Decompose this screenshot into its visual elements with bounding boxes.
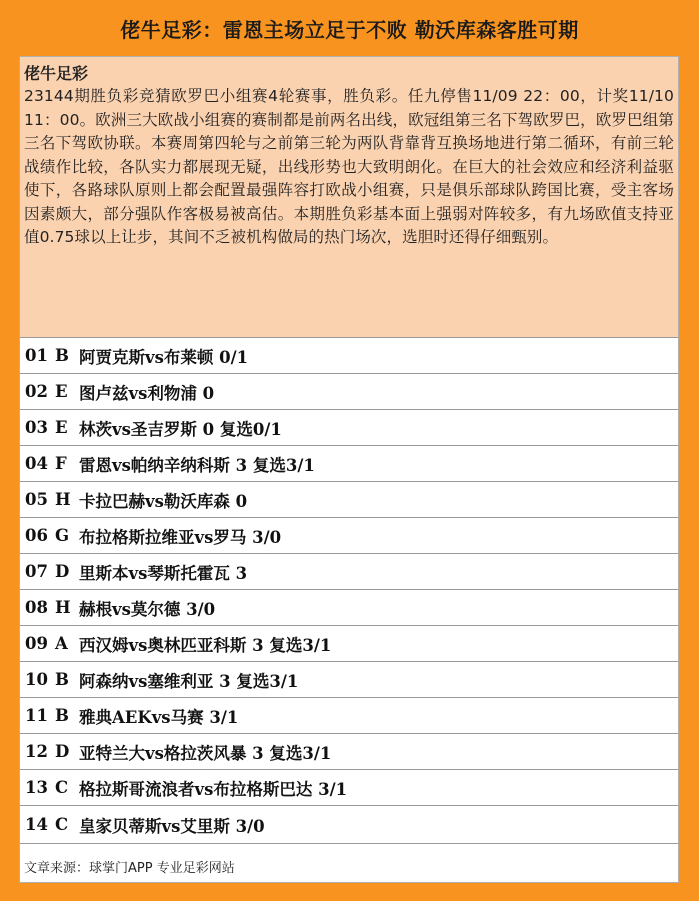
match-group: H: [55, 598, 71, 617]
match-pick: 卡拉巴赫vs勒沃库森 0: [79, 491, 248, 511]
match-number: 06: [25, 526, 48, 545]
match-group: C: [55, 815, 69, 834]
match-pick: 赫根vs莫尔德 3/0: [79, 599, 216, 619]
intro-heading: 佬牛足彩: [24, 64, 89, 83]
match-pick: 林茨vs圣吉罗斯 0 复选0/1: [79, 419, 282, 439]
match-row: [20, 446, 678, 482]
match-pick: 雅典AEKvs马赛 3/1: [79, 707, 239, 727]
intro-section: [20, 57, 678, 338]
match-pick: 布拉格斯拉维亚vs罗马 3/0: [79, 527, 282, 547]
match-pick: 阿森纳vs塞维利亚 3 复选3/1: [79, 671, 299, 691]
article-panel: [19, 56, 679, 883]
match-pick: 图卢兹vs利物浦 0: [79, 383, 215, 403]
match-number: 07: [25, 562, 48, 581]
match-number: 02: [25, 382, 48, 401]
page-title: 佬牛足彩：雷恩主场立足于不败 勒沃库森客胜可期: [120, 17, 579, 42]
match-row: [20, 338, 678, 374]
match-row: [20, 518, 678, 554]
match-row: [20, 590, 678, 626]
match-pick: 格拉斯哥流浪者vs布拉格斯巴达 3/1: [79, 779, 348, 799]
match-number: 08: [25, 598, 48, 617]
match-number: 11: [25, 706, 48, 725]
match-pick: 西汉姆vs奥林匹亚科斯 3 复选3/1: [79, 635, 332, 655]
match-number: 01: [25, 346, 48, 365]
match-group: C: [55, 778, 69, 797]
match-pick: 雷恩vs帕纳辛纳科斯 3 复选3/1: [79, 455, 315, 475]
match-row: [20, 374, 678, 410]
match-number: 05: [25, 490, 48, 509]
match-number: 12: [25, 742, 48, 761]
match-group: A: [55, 634, 68, 653]
match-group: G: [55, 526, 70, 545]
match-pick: 皇家贝蒂斯vs艾里斯 3/0: [79, 816, 265, 836]
match-number: 04: [25, 454, 48, 473]
match-pick: 里斯本vs琴斯托霍瓦 3: [79, 563, 248, 583]
match-row: [20, 806, 678, 844]
match-number: 09: [25, 634, 48, 653]
match-pick: 亚特兰大vs格拉茨风暴 3 复选3/1: [79, 743, 332, 763]
match-row: [20, 698, 678, 734]
match-number: 10: [25, 670, 48, 689]
match-group: E: [55, 418, 68, 437]
match-list: [20, 338, 678, 844]
match-row: [20, 554, 678, 590]
match-group: D: [55, 742, 70, 761]
match-row: [20, 626, 678, 662]
match-row: [20, 662, 678, 698]
match-group: B: [55, 706, 69, 725]
match-group: B: [55, 346, 69, 365]
match-group: D: [55, 562, 70, 581]
match-group: E: [55, 382, 68, 401]
match-row: [20, 734, 678, 770]
match-group: H: [55, 490, 71, 509]
match-group: B: [55, 670, 69, 689]
source-note: 文章来源：球掌门APP 专业足彩网站: [24, 861, 235, 876]
match-row: [20, 770, 678, 806]
match-row: [20, 482, 678, 518]
match-number: 14: [25, 815, 48, 834]
intro-body: 23144期胜负彩竞猜欧罗巴小组赛4轮赛事，胜负彩。任九停售11/09 22：00，计奖11/10 11：00。欧洲三大欧战小组赛的赛制都是前两名出线，欧冠组第三名下驾欧罗巴，欧罗巴组第三名下驾欧协联。本赛周第四轮与之前第三轮为两队背靠背互换场地进行第二循环，有前三轮战绩作比较，各队实力都展现无疑，出线形势也大致明朗化。在巨大的社会效应和经济利益驱使下，各路球队原则上都会配置最强阵容打欧战小组赛，只是俱乐部球队跨国比赛，受主客场因素颇大，部分强队作客极易被高估。本期胜负彩基本面上强弱对阵较多，有九场欧值支持亚值0.75球以上让步，其间不乏被机构做局的热门场次，选胆时还得仔细甄别。: [24, 87, 674, 246]
match-group: F: [55, 454, 67, 473]
match-number: 03: [25, 418, 48, 437]
match-pick: 阿贾克斯vs布莱顿 0/1: [79, 347, 249, 367]
match-row: [20, 410, 678, 446]
match-number: 13: [25, 778, 48, 797]
